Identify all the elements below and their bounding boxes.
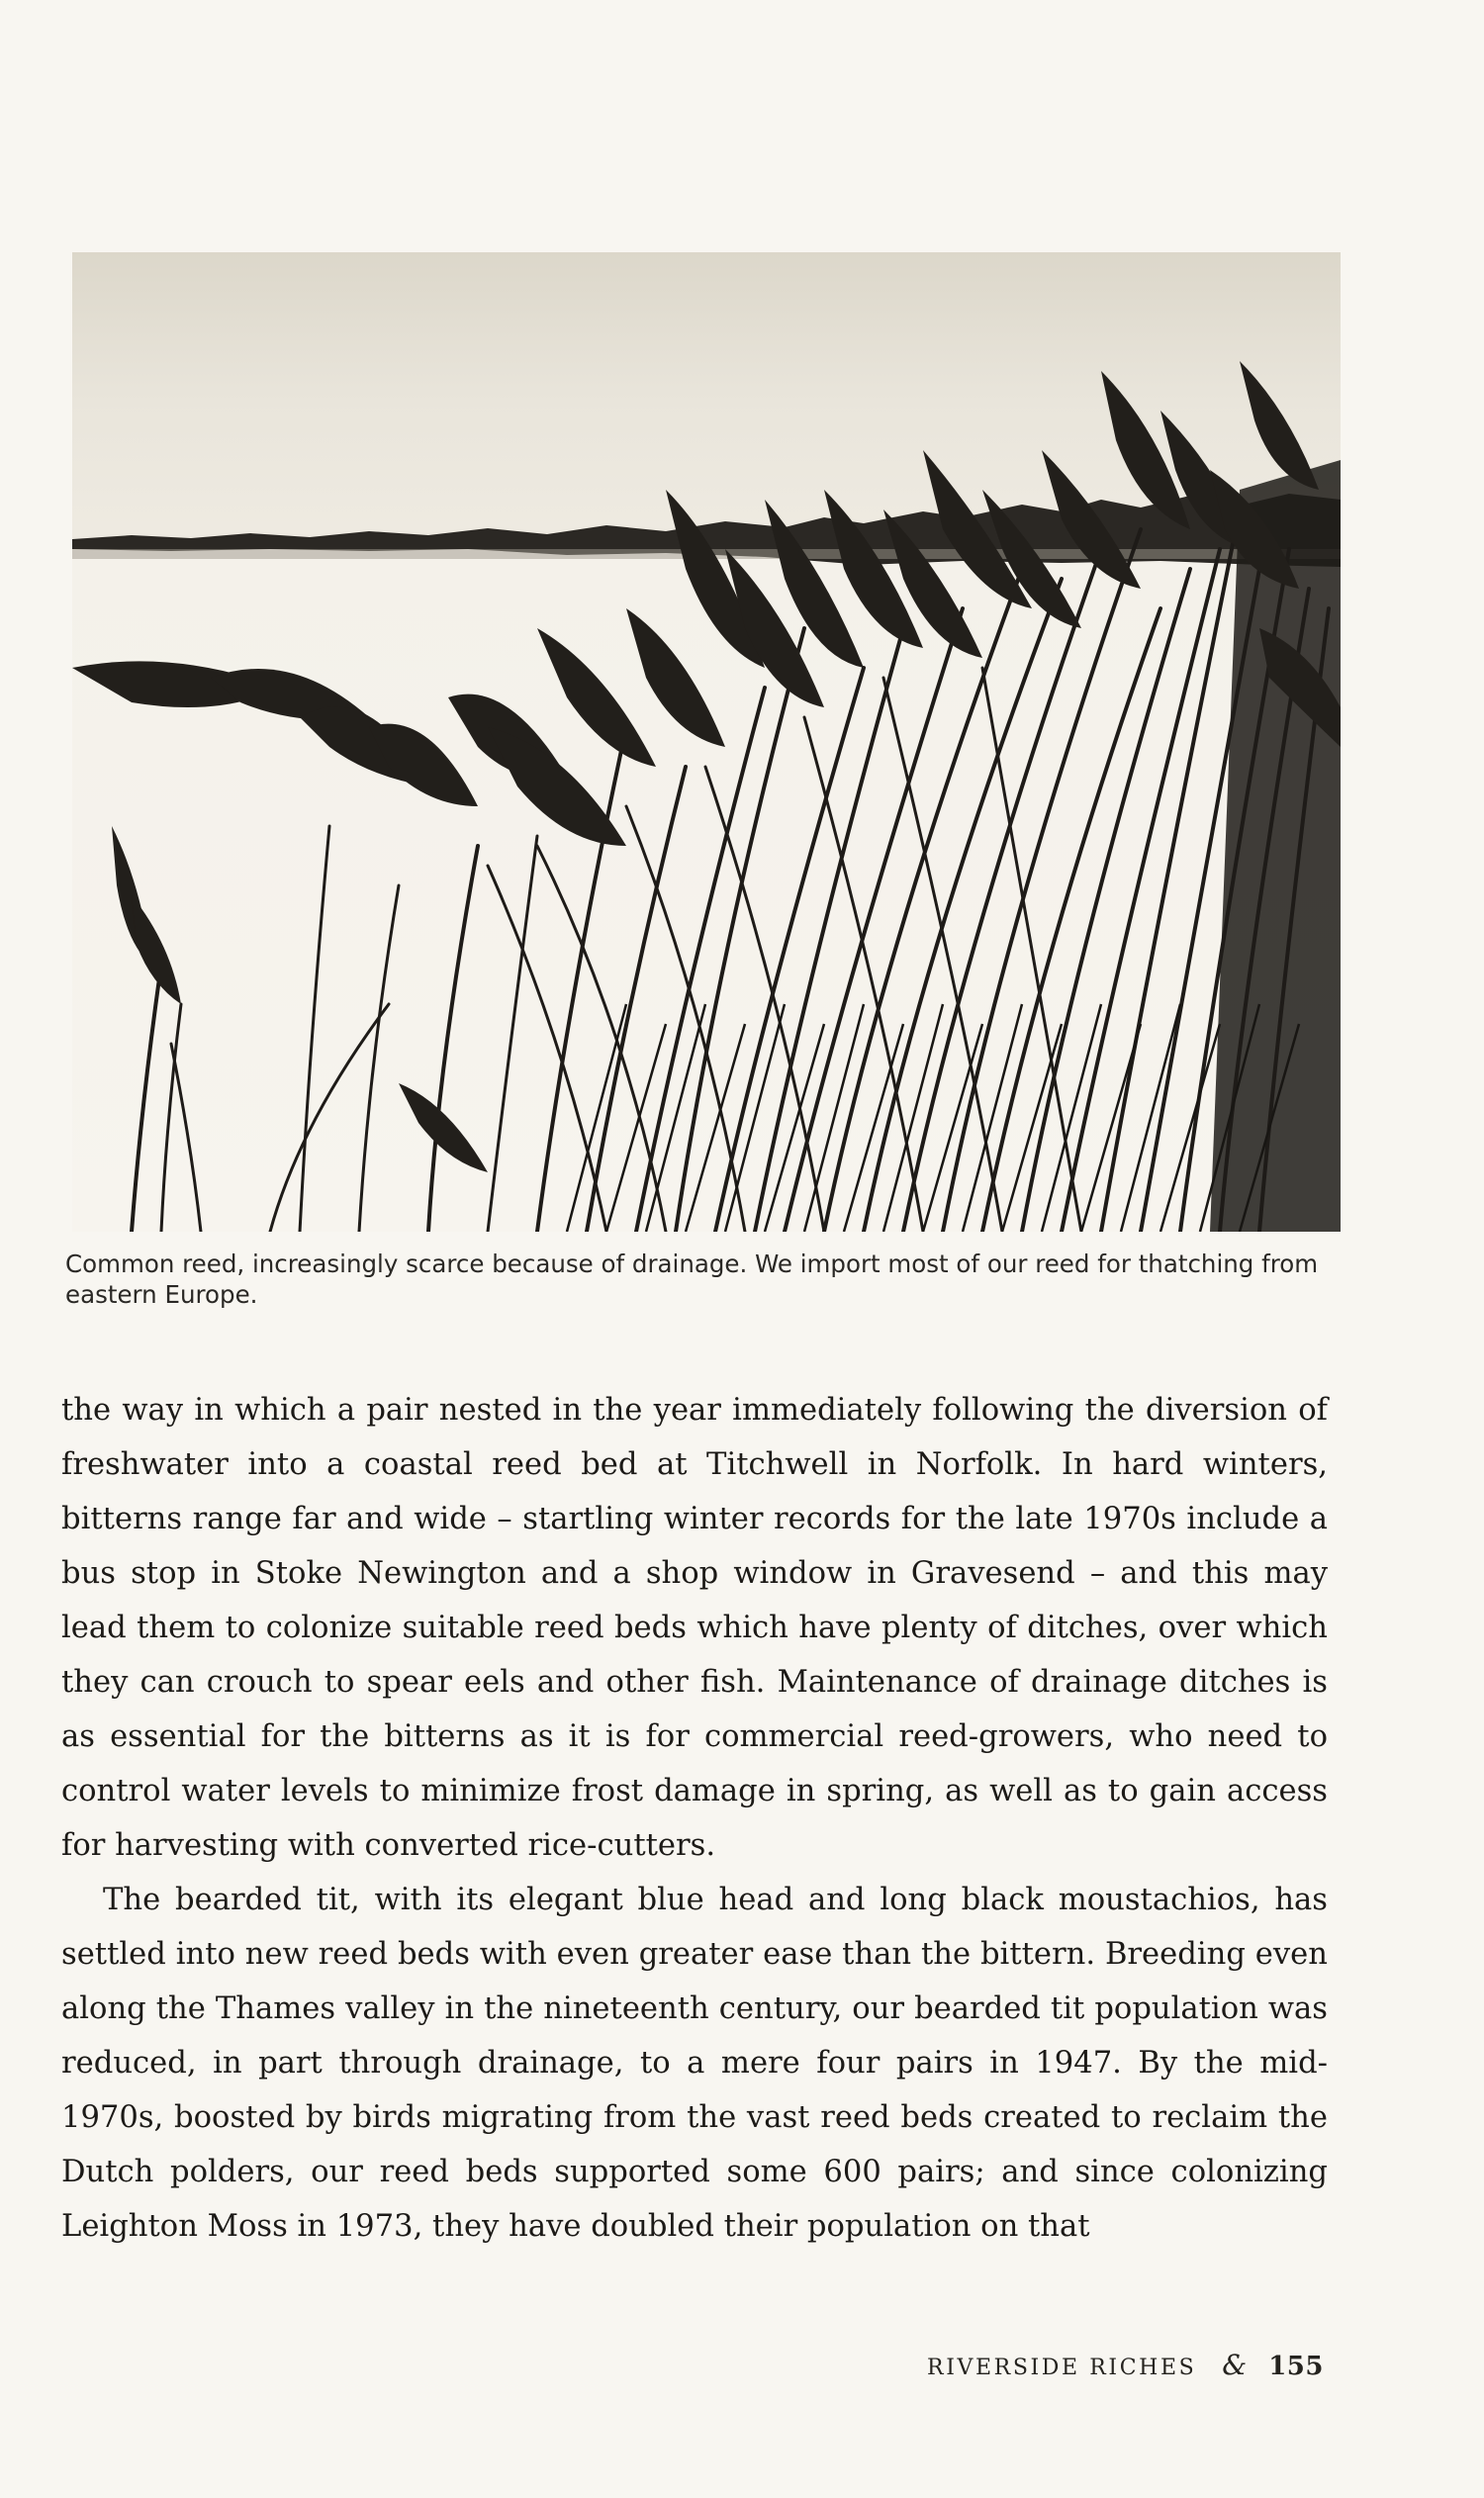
page-number: 155 xyxy=(1268,2352,1324,2381)
ampersand-ornament: & xyxy=(1222,2349,1248,2381)
reed-photograph xyxy=(72,252,1341,1232)
body-text xyxy=(61,1383,1328,2254)
figure-caption: Common reed, increasingly scarce because of drainage. We import most of our reed for thatching from eastern Europe. xyxy=(65,1249,1319,1309)
paragraph-2: The bearded tit, with its elegant blue head and long black moustachios, has settled into new reed beds with even greater ease than the bittern. Breeding even along the Thames valley in the nineteenth century, our bearded tit population was reduced, in part through drainage, to a mere four pairs in 1947. By the mid-1970s, boosted by birds migrating from the vast reed beds created to reclaim the Dutch polders, our reed beds supported some 600 pairs; and since colonizing Leighton Moss in 1973, they have doubled their population on that xyxy=(61,1883,1328,2244)
running-head: RIVERSIDE RICHES xyxy=(927,2356,1197,2380)
sky xyxy=(72,252,1341,549)
paragraph-1: the way in which a pair nested in the year immediately following the diversion of freshwater into a coastal reed bed at Titchwell in Norfolk. In hard winters, bitterns range far and wide – startling winter records for the late 1970s include a bus stop in Stoke Newington and a shop window in Gravesend – and this may lead them to colonize suitable reed beds which have plenty of ditches, over which they can crouch to spear eels and other fish. Maintenance of drainage ditches is as essential for the bitterns as it is for commercial reed-growers, who need to control water levels to minimize frost damage in spring, as well as to gain access for harvesting with converted rice-cutters. xyxy=(61,1393,1328,1863)
water xyxy=(72,549,1341,1232)
page-footer xyxy=(927,2349,1324,2381)
